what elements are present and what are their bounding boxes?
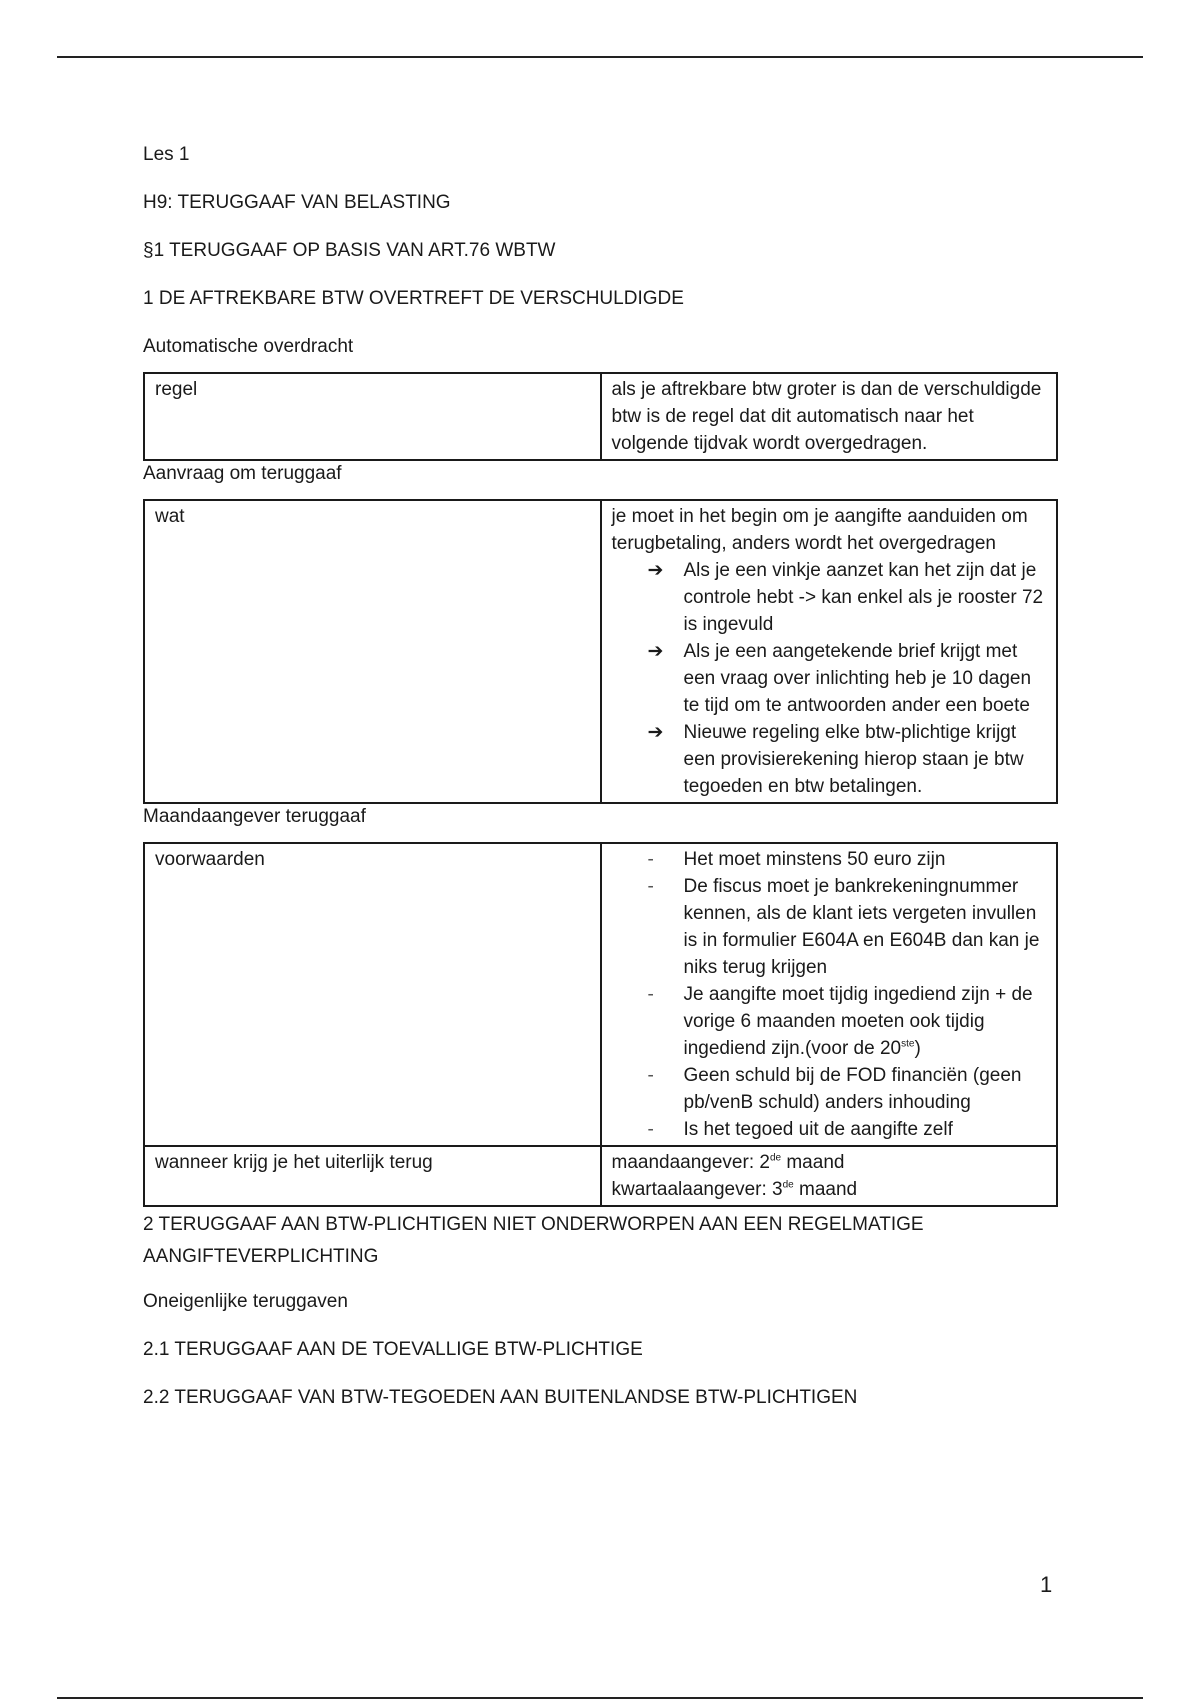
list-item: ➔ Als je een vinkje aanzet kan het zijn dat je controle hebt -> kan enkel als je rooster 72 is ingevuld — [648, 557, 1047, 638]
list-item: ➔ Nieuwe regeling elke btw-plichtige krijgt een provisierekening hierop staan je btw tegoeden en btw betalingen. — [648, 719, 1047, 800]
table-cell-value — [601, 500, 1058, 803]
arrow-right-icon: ➔ — [647, 560, 664, 581]
section-heading: §1 TERUGGAAF OP BASIS VAN ART.76 WBTW — [143, 240, 556, 261]
monthly-filer-line: maandaangever: 2de maand — [611, 1152, 845, 1173]
request-table — [143, 499, 1058, 804]
arrow-right-icon: ➔ — [647, 722, 664, 743]
arrow-right-icon: ➔ — [647, 641, 664, 662]
subsection-heading-2-1: 2.1 TERUGGAAF AAN DE TOEVALLIGE BTW-PLICHTIGE — [143, 1339, 643, 1360]
subsection-heading-2: 2 TERUGGAAF AAN BTW-PLICHTIGEN NIET ONDERWORPEN AAN EEN REGELMATIGE AANGIFTEVERPLICHTING — [143, 1214, 924, 1267]
table-cell-value — [601, 1146, 1058, 1206]
list-item: ➔ Als je een aangetekende brief krijgt met een vraag over inlichting heb je 10 dagen te tijd om te antwoorden ander een boete — [648, 638, 1047, 719]
list-item: - De fiscus moet je bankrekeningnummer kennen, als de klant iets vergeten invullen is in formulier E604A en E604B dan kan je niks terug krijgen — [647, 876, 1040, 978]
table-cell-value: als je aftrekbare btw groter is dan de verschuldigde btw is de regel dat dit automatisch naar het volgende tijdvak wordt overgedragen. — [601, 373, 1058, 460]
arrow-list — [612, 557, 1047, 800]
subsection-heading-1: 1 DE AFTREKBARE BTW OVERTREFT DE VERSCHULDIGDE — [143, 288, 684, 309]
chapter-heading: H9: TERUGGAAF VAN BELASTING — [143, 192, 451, 213]
subsection-heading-2-2: 2.2 TERUGGAAF VAN BTW-TEGOEDEN AAN BUITENLANDSE BTW-PLICHTIGEN — [143, 1387, 858, 1408]
list-item: - Het moet minstens 50 euro zijn — [647, 849, 946, 870]
table-row — [144, 843, 1057, 1146]
table-row — [144, 500, 1057, 803]
footer-rule — [57, 1697, 1143, 1699]
list-item: - Geen schuld bij de FOD financiën (geen pb/venB schuld) anders inhouding — [647, 1065, 1022, 1113]
page-number: 1 — [1040, 1572, 1053, 1597]
table-cell-label: voorwaarden — [144, 843, 601, 1146]
table-cell-label: wanneer krijg je het uiterlijk terug — [144, 1146, 601, 1206]
quarterly-filer-line: kwartaalaangever: 3de maand — [611, 1179, 858, 1200]
table-cell-label: wat — [144, 500, 601, 803]
dash-list — [612, 846, 1047, 1143]
rule-table — [143, 372, 1058, 461]
table-row — [144, 1146, 1057, 1206]
improper-refunds-heading: Oneigenlijke teruggaven — [143, 1291, 348, 1312]
monthly-refund-heading: Maandaangever teruggaaf — [143, 806, 366, 827]
request-intro: je moet in het begin om je aangifte aanduiden om terugbetaling, anders wordt het overgedragen — [611, 506, 1028, 554]
list-item: - Is het tegoed uit de aangifte zelf — [647, 1119, 953, 1140]
table-cell-label: regel — [144, 373, 601, 460]
refund-request-heading: Aanvraag om teruggaaf — [143, 463, 342, 484]
table-row — [144, 373, 1057, 460]
header-rule — [57, 56, 1143, 58]
lesson-label: Les 1 — [143, 144, 190, 165]
page-content — [143, 144, 1058, 1435]
conditions-table — [143, 842, 1058, 1207]
table-cell-value — [601, 843, 1058, 1146]
list-item: - Je aangifte moet tijdig ingediend zijn + de vorige 6 maanden moeten ook tijdig ingediend zijn.(voor de 20ste) — [647, 984, 1033, 1059]
automatic-transfer-heading: Automatische overdracht — [143, 336, 354, 357]
